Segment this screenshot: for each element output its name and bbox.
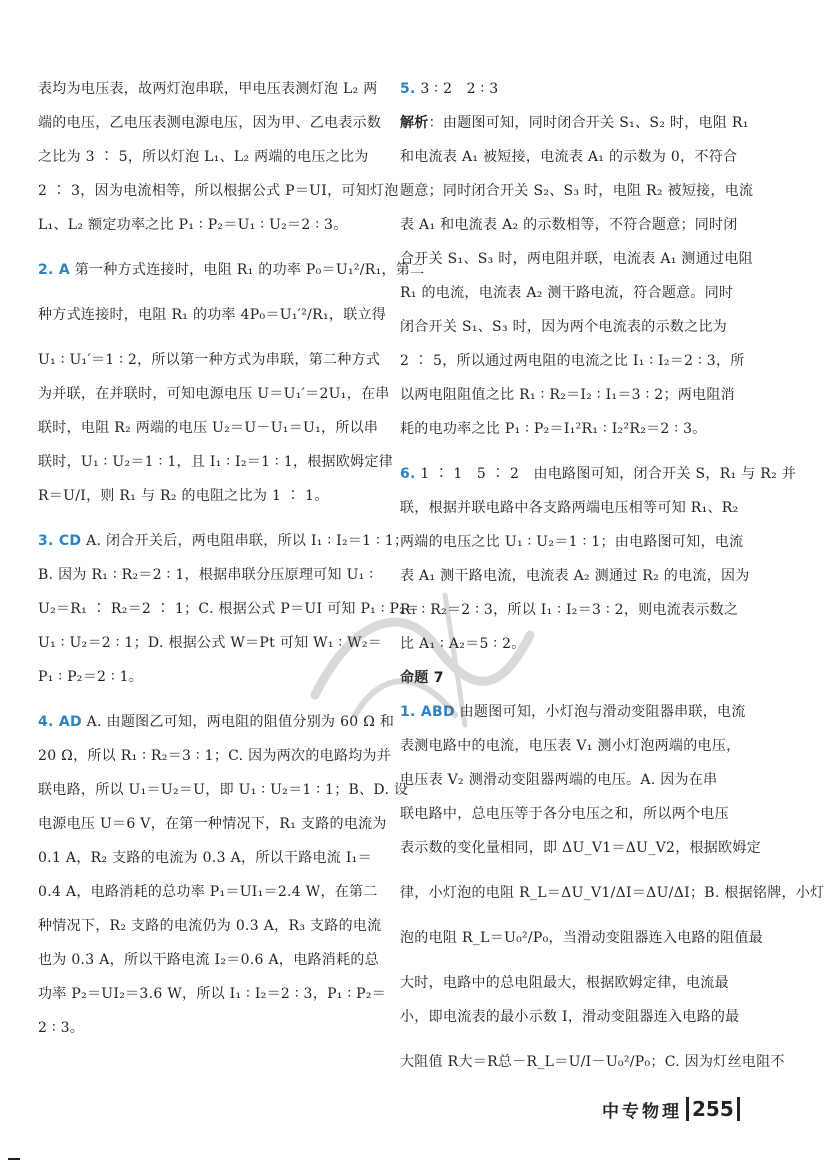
text-line bbox=[400, 184, 762, 198]
text-line bbox=[38, 1021, 393, 1035]
page-number: 255 bbox=[686, 1097, 740, 1121]
section-title: 命题 7 bbox=[400, 670, 444, 686]
right-column bbox=[400, 81, 824, 1089]
text-line bbox=[38, 218, 393, 232]
text-line bbox=[38, 533, 409, 549]
line-text: 0.4 A，电路消耗的总功率 P₁＝UI₁＝2.4 W，在第二 bbox=[38, 884, 378, 900]
text-line bbox=[38, 636, 393, 650]
line-text: U₂＝R₁ ∶ R₂＝2 ∶ 1；C. 根据公式 P＝UI 可知 P₁ ∶ P₂＝ bbox=[38, 601, 420, 617]
line-text: ：由题图可知，同时闭合开关 S₁、S₂ 时，电阻 R₁ bbox=[428, 115, 749, 131]
line-text: 0.1 A，R₂ 支路的电流为 0.3 A，所以干路电流 I₁＝ bbox=[38, 850, 372, 866]
line-text: 功率 P₂＝UI₂＝3.6 W，所以 I₁ ∶ I₂＝2 ∶ 3，P₁ ∶ P₂＝ bbox=[38, 986, 387, 1002]
line-text: 两端的电压之比 U₁ ∶ U₂＝1 ∶ 1；由电路图可知，电流 bbox=[400, 534, 744, 550]
line-text: P₁ ∶ P₂＝2 ∶ 1。 bbox=[38, 669, 144, 685]
text-line bbox=[38, 489, 393, 503]
line-text: 泡的电阻 R_L＝U₀²/P₀，当滑动变阻器连入电路的阻值最 bbox=[400, 930, 764, 946]
answer-number: 2. A bbox=[38, 262, 70, 278]
text-line bbox=[38, 601, 420, 617]
line-text: 也为 0.3 A，所以干路电流 I₂＝0.6 A，电路消耗的总 bbox=[38, 952, 379, 968]
text-line bbox=[38, 885, 393, 899]
text-line bbox=[400, 637, 762, 651]
line-text: 耗的电功率之比 P₁ ∶ P₂＝I₁²R₁ ∶ I₂²R₂＝2 ∶ 3。 bbox=[400, 421, 707, 437]
text-line bbox=[400, 466, 797, 482]
line-text: 由题图可知，小灯泡与滑动变阻器串联，电流 bbox=[454, 704, 746, 720]
line-text: 联时，电阻 R₂ 两端的电压 U₂＝U－U₁＝U₁，所以串 bbox=[38, 420, 379, 436]
text-line bbox=[400, 501, 762, 515]
corner-dash bbox=[8, 1158, 20, 1160]
text-line bbox=[400, 1054, 785, 1070]
answer-number: 3. CD bbox=[38, 533, 82, 549]
text-line bbox=[38, 455, 393, 469]
line-text: 表均为电压表，故两灯泡串联，甲电压表测灯泡 L₂ 两 bbox=[38, 81, 378, 97]
line-text: 合开关 S₁、S₃ 时，两电阻并联，电流表 A₁ 测通过电阻 bbox=[400, 251, 753, 267]
text-line bbox=[400, 252, 762, 266]
line-text: A. 闭合开关后，两电阻串联，所以 I₁ ∶ I₂＝1 ∶ 1； bbox=[81, 533, 409, 549]
text-line bbox=[400, 422, 762, 436]
text-line bbox=[38, 782, 409, 798]
line-text: 种方式连接时，电阻 R₁ 的功率 4P₀＝U₁′²/R₁，联立得 bbox=[38, 307, 387, 323]
line-text: 比 A₁ ∶ A₂＝5 ∶ 2。 bbox=[400, 636, 526, 652]
text-line bbox=[400, 671, 762, 685]
text-line bbox=[400, 286, 762, 300]
line-text: 大阻值 R大＝R总－R_L＝U/I－U₀²/P₀；C. 因为灯丝电阻不 bbox=[400, 1054, 785, 1070]
line-text: 联，根据并联电路中各支路两端电压相等可知 R₁、R₂ bbox=[400, 500, 739, 516]
text-line bbox=[38, 953, 393, 967]
text-line bbox=[400, 1010, 762, 1024]
answer-number: 4. AD bbox=[38, 714, 82, 730]
text-line bbox=[38, 308, 393, 322]
line-text: 闭合开关 S₁、S₃ 时，因为两个电流表的示数之比为 bbox=[400, 319, 728, 335]
page-footer bbox=[602, 1094, 740, 1124]
text-line bbox=[400, 773, 762, 787]
analysis-label: 解析 bbox=[400, 115, 429, 131]
text-line bbox=[38, 817, 393, 831]
line-text: 表示数的变化量相同，即 ΔU_V1＝ΔU_V2，根据欧姆定 bbox=[400, 840, 762, 856]
line-text: 小，即电流表的最小示数 I，滑动变阻器连入电路的最 bbox=[400, 1009, 740, 1025]
text-line bbox=[400, 388, 762, 402]
line-text: 20 Ω，所以 R₁ ∶ R₂＝3 ∶ 1；C. 因为两次的电路均为并 bbox=[38, 748, 392, 764]
text-line bbox=[400, 705, 762, 719]
line-text: U₁ ∶ U₁′＝1 ∶ 2，所以第一种方式为串联，第二种方式 bbox=[38, 352, 381, 368]
answer-number: 6. bbox=[400, 466, 416, 482]
text-line bbox=[400, 885, 824, 901]
text-line bbox=[400, 150, 762, 164]
line-text: 表测电路中的电流，电压表 V₁ 测小灯泡两端的电压， bbox=[400, 738, 741, 754]
line-text: 联时，U₁ ∶ U₂＝1 ∶ 1，且 I₁ ∶ I₂＝1 ∶ 1，根据欧姆定律 bbox=[38, 454, 394, 470]
text-line bbox=[400, 976, 762, 990]
text-line bbox=[400, 320, 762, 334]
text-line bbox=[38, 851, 393, 865]
answer-number: 5. bbox=[400, 81, 416, 97]
line-text: 端的电压，乙电压表测电源电压，因为甲、乙电表示数 bbox=[38, 115, 382, 131]
line-text: 第一种方式连接时，电阻 R₁ 的功率 P₀＝U₁²/R₁，第二 bbox=[69, 262, 425, 278]
line-text: 和电流表 A₁ 被短接，电流表 A₁ 的示数为 0，不符合 bbox=[400, 149, 738, 165]
line-text: 联电路中，总电压等于各分电压之和，所以两个电压 bbox=[400, 806, 729, 822]
text-line bbox=[38, 116, 393, 130]
line-text: R₁ ∶ R₂＝2 ∶ 3，所以 I₁ ∶ I₂＝3 ∶ 2，则电流表示数之 bbox=[400, 602, 739, 618]
text-line bbox=[38, 82, 393, 96]
line-text: B. 因为 R₁ ∶ R₂＝2 ∶ 1，根据串联分压原理可知 U₁ ∶ bbox=[38, 567, 374, 583]
text-line bbox=[400, 931, 762, 945]
line-text: 题意；同时闭合开关 S₂、S₃ 时，电阻 R₂ 被短接，电流 bbox=[400, 183, 754, 199]
line-text: A. 由题图乙可知，两电阻的阻值分别为 60 Ω 和 bbox=[81, 714, 395, 730]
line-text: 表 A₁ 和电流表 A₂ 的示数相等，不符合题意；同时闭 bbox=[400, 217, 738, 233]
line-text: 种情况下，R₂ 支路的电流仍为 0.3 A，R₃ 支路的电流 bbox=[38, 918, 382, 934]
text-line bbox=[38, 749, 393, 763]
text-line bbox=[38, 568, 393, 582]
line-text: 表 A₁ 测干路电流，电流表 A₂ 测通过 R₂ 的电流，因为 bbox=[400, 568, 750, 584]
footer-subject: 中专物理 bbox=[602, 1101, 682, 1122]
line-text: 3 ∶ 2 2 ∶ 3 bbox=[415, 81, 499, 97]
text-line bbox=[38, 183, 399, 199]
text-line bbox=[400, 603, 762, 617]
text-line bbox=[400, 535, 762, 549]
line-text: 联电路，所以 U₁＝U₂＝U，即 U₁ ∶ U₂＝1 ∶ 1；B、D. 设 bbox=[38, 782, 409, 798]
line-text: 大时，电路中的总电阻最大，根据欧姆定律，电流最 bbox=[400, 975, 729, 991]
line-text: L₁、L₂ 额定功率之比 P₁ ∶ P₂＝U₁ ∶ U₂＝2 ∶ 3。 bbox=[38, 217, 348, 233]
line-text: 2 ∶ 3，因为电流相等，所以根据公式 P＝UI，可知灯泡 bbox=[38, 183, 399, 199]
text-line bbox=[400, 218, 762, 232]
text-line bbox=[38, 262, 425, 278]
text-line bbox=[38, 421, 393, 435]
line-text: R＝U/I，则 R₁ 与 R₂ 的电阻之比为 1 ∶ 1。 bbox=[38, 488, 329, 504]
text-line bbox=[400, 82, 762, 96]
text-line bbox=[38, 353, 393, 367]
line-text: 律，小灯泡的电阻 R_L＝ΔU_V1/ΔI＝ΔU/ΔI；B. 根据铭牌，小灯 bbox=[400, 885, 824, 901]
text-line bbox=[400, 569, 762, 583]
text-line bbox=[400, 739, 762, 753]
answer-number: 1. ABD bbox=[400, 704, 455, 720]
text-line bbox=[38, 150, 393, 164]
text-line bbox=[38, 919, 393, 933]
line-text: 1 ∶ 1 5 ∶ 2 由电路图可知，闭合开关 S，R₁ 与 R₂ 并 bbox=[415, 466, 797, 482]
text-line bbox=[400, 807, 762, 821]
line-text: 电压表 V₂ 测滑动变阻器两端的电压。A. 因为在串 bbox=[400, 772, 718, 788]
line-text: 2 ∶ 3。 bbox=[38, 1020, 85, 1036]
text-line bbox=[400, 841, 762, 855]
line-text: 为并联，在并联时，可知电源电压 U＝U₁′＝2U₁，在串 bbox=[38, 386, 390, 402]
line-text: 之比为 3 ∶ 5，所以灯泡 L₁、L₂ 两端的电压之比为 bbox=[38, 149, 369, 165]
text-line bbox=[38, 670, 393, 684]
line-text: 2 ∶ 5，所以通过两电阻的电流之比 I₁ ∶ I₂＝2 ∶ 3，所 bbox=[400, 353, 745, 369]
text-line bbox=[38, 987, 393, 1001]
text-line bbox=[400, 354, 762, 368]
line-text: 电源电压 U＝6 V，在第一种情况下，R₁ 支路的电流为 bbox=[38, 816, 387, 832]
line-text: U₁ ∶ U₂＝2 ∶ 1；D. 根据公式 W＝Pt 可知 W₁ ∶ W₂＝ bbox=[38, 635, 383, 651]
line-text: 以两电阻阻值之比 R₁ ∶ R₂＝I₂ ∶ I₁＝3 ∶ 2；两电阻消 bbox=[400, 387, 735, 403]
text-line bbox=[38, 715, 393, 729]
text-line bbox=[38, 387, 393, 401]
text-line bbox=[400, 116, 762, 130]
line-text: R₁ 的电流，电流表 A₂ 测干路电流，符合题意。同时 bbox=[400, 285, 734, 301]
